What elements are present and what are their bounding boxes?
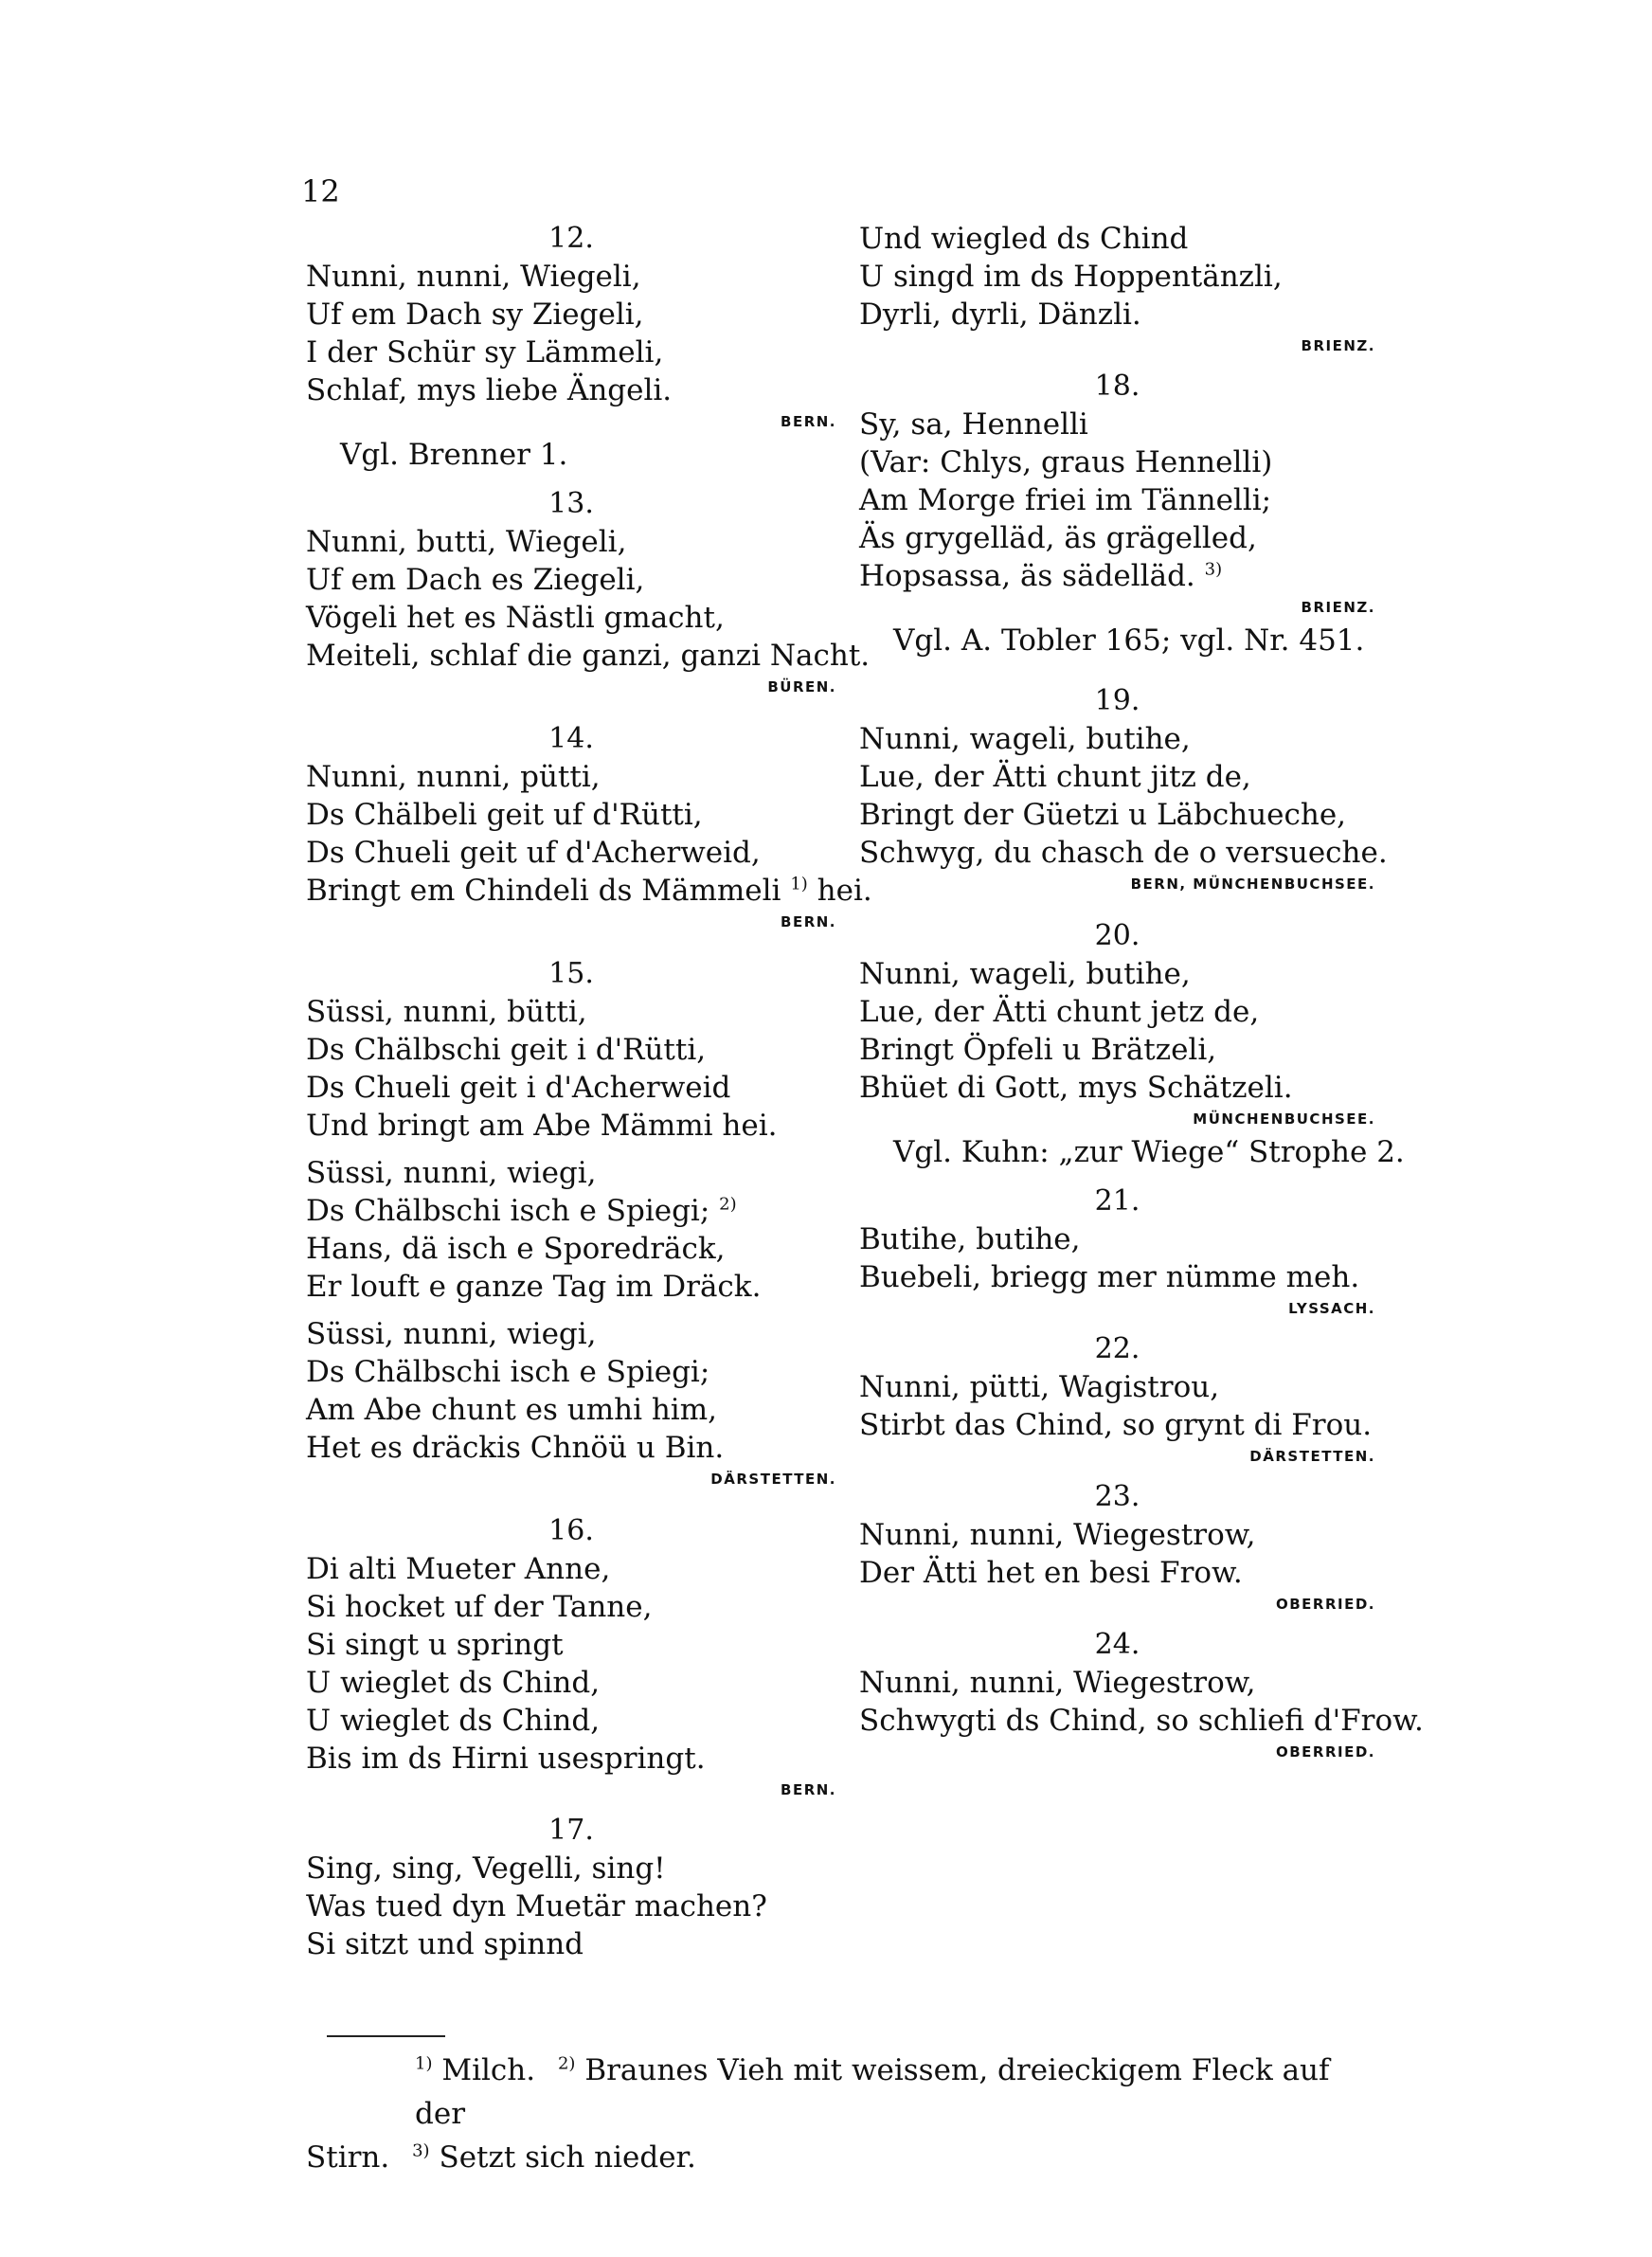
verse-line: Er louft e ganze Tag im Dräck. — [306, 1270, 762, 1304]
verse-line: Bis im ds Hirni usespringt. — [306, 1742, 706, 1776]
verse-line: Vögeli het es Nästli gmacht, — [306, 601, 725, 635]
song-19 — [859, 682, 1388, 896]
left-column — [306, 220, 872, 1963]
place-of-origin: MÜNCHENBUCHSEE. — [1193, 1110, 1375, 1128]
place-of-origin: BERN. — [781, 1781, 836, 1798]
footnote-text: Milch. — [441, 2053, 536, 2087]
page-number: 12 — [301, 173, 340, 209]
verse-line: Schwygti ds Chind, so schliefi d'Frow. — [859, 1704, 1424, 1738]
verse-line: Am Abe chunt es umhi him, — [306, 1393, 717, 1427]
footnote-text: Setzt sich nieder. — [439, 2140, 696, 2175]
song-number: 18. — [1094, 370, 1140, 403]
song-23 — [859, 1478, 1375, 1616]
verse-line: Ds Chueli geit i d'Acherweid — [306, 1071, 731, 1105]
song-number: 14. — [548, 722, 594, 755]
song-21 — [859, 1183, 1375, 1321]
footnote-mark: 1) — [415, 2053, 433, 2074]
verse-line: Nunni, nunni, Wiegeli, — [306, 260, 641, 294]
place-of-origin: BÜREN. — [767, 678, 836, 695]
verse-text: Bringt em Chindeli ds Mämmeli — [306, 874, 781, 908]
place-of-origin: BERN. — [781, 413, 836, 430]
footnote-mark: 3) — [1204, 559, 1223, 580]
verse-line: Süssi, nunni, wiegi, — [306, 1156, 597, 1190]
reference-note: Vgl. Brenner 1. — [340, 438, 568, 472]
verse-line: (Var: Chlys, graus Hennelli) — [859, 445, 1273, 479]
verse-line: U wieglet ds Chind, — [306, 1704, 601, 1738]
verse-line: Ds Chueli geit uf d'Acherweid, — [306, 836, 761, 870]
verse-line: Si singt u springt — [306, 1628, 564, 1662]
footnote-mark: 3) — [412, 2140, 430, 2161]
song-number: 13. — [548, 487, 594, 520]
song-16 — [306, 1512, 836, 1802]
verse-line: Nunni, pütti, Wagistrou, — [859, 1370, 1220, 1404]
verse-line: Lue, der Ätti chunt jetz de, — [859, 995, 1260, 1029]
verse-line: Nunni, nunni, pütti, — [306, 760, 601, 794]
song-number: 22. — [1094, 1332, 1140, 1365]
footnote-text: Stirn. — [306, 2140, 390, 2175]
place-of-origin: DÄRSTETTEN. — [710, 1471, 836, 1488]
song-number: 17. — [548, 1814, 594, 1847]
place-of-origin: BRIENZ. — [1301, 599, 1375, 616]
verse-line: Schlaf, mys liebe Ängeli. — [306, 373, 673, 407]
verse-line — [306, 872, 872, 910]
footnote-mark: 2) — [719, 1194, 737, 1215]
verse-line: Het es dräckis Chnöü u Bin. — [306, 1431, 725, 1465]
song-20 — [859, 917, 1405, 1173]
verse-line — [859, 557, 1375, 595]
song-number: 21. — [1094, 1184, 1140, 1218]
verse-line: Am Morge friei im Tännelli; — [859, 483, 1272, 517]
verse-line: Stirbt das Chind, so grynt di Frou. — [859, 1408, 1373, 1442]
song-17-continued — [859, 220, 1375, 358]
verse-line: Si sitzt und spinnd — [306, 1927, 584, 1961]
verse-line: Buebeli, briegg mer nümme meh. — [859, 1260, 1360, 1294]
place-of-origin: OBERRIED. — [1275, 1743, 1375, 1760]
footnote-mark: 1) — [790, 874, 808, 894]
verse-text: hei. — [807, 874, 872, 908]
verse-line: I der Schür sy Lämmeli, — [306, 335, 664, 370]
song-number: 16. — [548, 1514, 594, 1547]
verse-line: Ds Chälbschi isch e Spiegi; — [306, 1355, 710, 1389]
verse-line: Lue, der Ätti chunt jitz de, — [859, 760, 1251, 794]
song-24 — [859, 1626, 1424, 1764]
verse-line: Hans, dä isch e Sporedräck, — [306, 1232, 726, 1266]
verse-line: Und bringt am Abe Mämmi hei. — [306, 1109, 778, 1143]
verse-text: Ds Chälbschi isch e Spiegi; — [306, 1194, 710, 1228]
place-of-origin: BERN, MÜNCHENBUCHSEE. — [1130, 876, 1375, 893]
place-of-origin: BRIENZ. — [1301, 337, 1375, 354]
verse-line: Di alti Mueter Anne, — [306, 1552, 611, 1586]
footnote-line — [306, 2136, 1376, 2179]
place-of-origin: OBERRIED. — [1275, 1596, 1375, 1613]
verse-line: Nunni, wageli, butihe, — [859, 957, 1191, 991]
footnote-divider — [327, 2035, 445, 2037]
verse-line: Dyrli, dyrli, Dänzli. — [859, 298, 1141, 332]
song-17 — [306, 1812, 836, 1963]
verse-line: Nunni, nunni, Wiegestrow, — [859, 1518, 1256, 1552]
verse-line: Meiteli, schlaf die ganzi, ganzi Nacht. — [306, 639, 871, 673]
verse-line: U wieglet ds Chind, — [306, 1666, 601, 1700]
verse-line: Uf em Dach sy Ziegeli, — [306, 298, 644, 332]
footnote-text: Braunes Vieh mit weissem, dreieckigem Fleck auf der — [415, 2053, 1330, 2131]
verse-text: Hopsassa, äs sädelläd. — [859, 559, 1195, 593]
verse-line: Bhüet di Gott, mys Schätzeli. — [859, 1071, 1293, 1105]
verse-line: Ds Chälbeli geit uf d'Rütti, — [306, 798, 703, 832]
song-18 — [859, 368, 1375, 661]
verse-line: Bringt Öpfeli u Brätzeli, — [859, 1033, 1217, 1067]
place-of-origin: DÄRSTETTEN. — [1249, 1448, 1375, 1465]
song-13 — [306, 485, 871, 699]
verse-line — [306, 1192, 836, 1230]
place-of-origin: BERN. — [781, 913, 836, 930]
song-22 — [859, 1330, 1375, 1469]
verse-line: Und wiegled ds Chind — [859, 222, 1189, 256]
footnote-mark: 2) — [557, 2053, 576, 2074]
song-number: 20. — [1094, 919, 1140, 952]
verse-line: Uf em Dach es Ziegeli, — [306, 563, 645, 597]
song-12 — [306, 220, 836, 476]
verse-line: Si hocket uf der Tanne, — [306, 1590, 653, 1624]
verse-line: Sy, sa, Hennelli — [859, 407, 1088, 442]
song-number: 23. — [1094, 1480, 1140, 1513]
verse-line: Sing, sing, Vegelli, sing! — [306, 1851, 666, 1886]
song-14 — [306, 720, 872, 934]
verse-line: Ds Chälbschi geit i d'Rütti, — [306, 1033, 707, 1067]
reference-note: Vgl. A. Tobler 165; vgl. Nr. 451. — [893, 623, 1365, 658]
verse-line: Der Ätti het en besi Frow. — [859, 1556, 1243, 1590]
song-number: 15. — [548, 957, 594, 990]
verse-line: Süssi, nunni, wiegi, — [306, 1317, 597, 1351]
reference-note: Vgl. Kuhn: „zur Wiege“ Strophe 2. — [893, 1135, 1405, 1169]
verse-line: Bringt der Güetzi u Läbchueche, — [859, 798, 1347, 832]
footnote-line — [306, 2049, 1376, 2136]
right-column — [859, 220, 1424, 1764]
verse-line: Butihe, butihe, — [859, 1222, 1081, 1256]
verse-line: Nunni, wageli, butihe, — [859, 722, 1191, 756]
footnotes — [306, 2049, 1376, 2179]
song-number: 19. — [1094, 684, 1140, 717]
song-15 — [306, 955, 836, 1491]
verse-line: U singd im ds Hoppentänzli, — [859, 260, 1283, 294]
verse-line: Nunni, nunni, Wiegestrow, — [859, 1666, 1256, 1700]
place-of-origin: LYSSACH. — [1288, 1300, 1375, 1317]
verse-line: Äs grygelläd, äs grägelled, — [859, 521, 1257, 555]
verse-line: Was tued dyn Muetär machen? — [306, 1889, 767, 1923]
song-number: 24. — [1094, 1628, 1140, 1661]
verse-line: Nunni, butti, Wiegeli, — [306, 525, 627, 559]
verse-line: Süssi, nunni, bütti, — [306, 995, 587, 1029]
verse-line: Schwyg, du chasch de o versueche. — [859, 836, 1388, 870]
song-number: 12. — [548, 222, 594, 255]
